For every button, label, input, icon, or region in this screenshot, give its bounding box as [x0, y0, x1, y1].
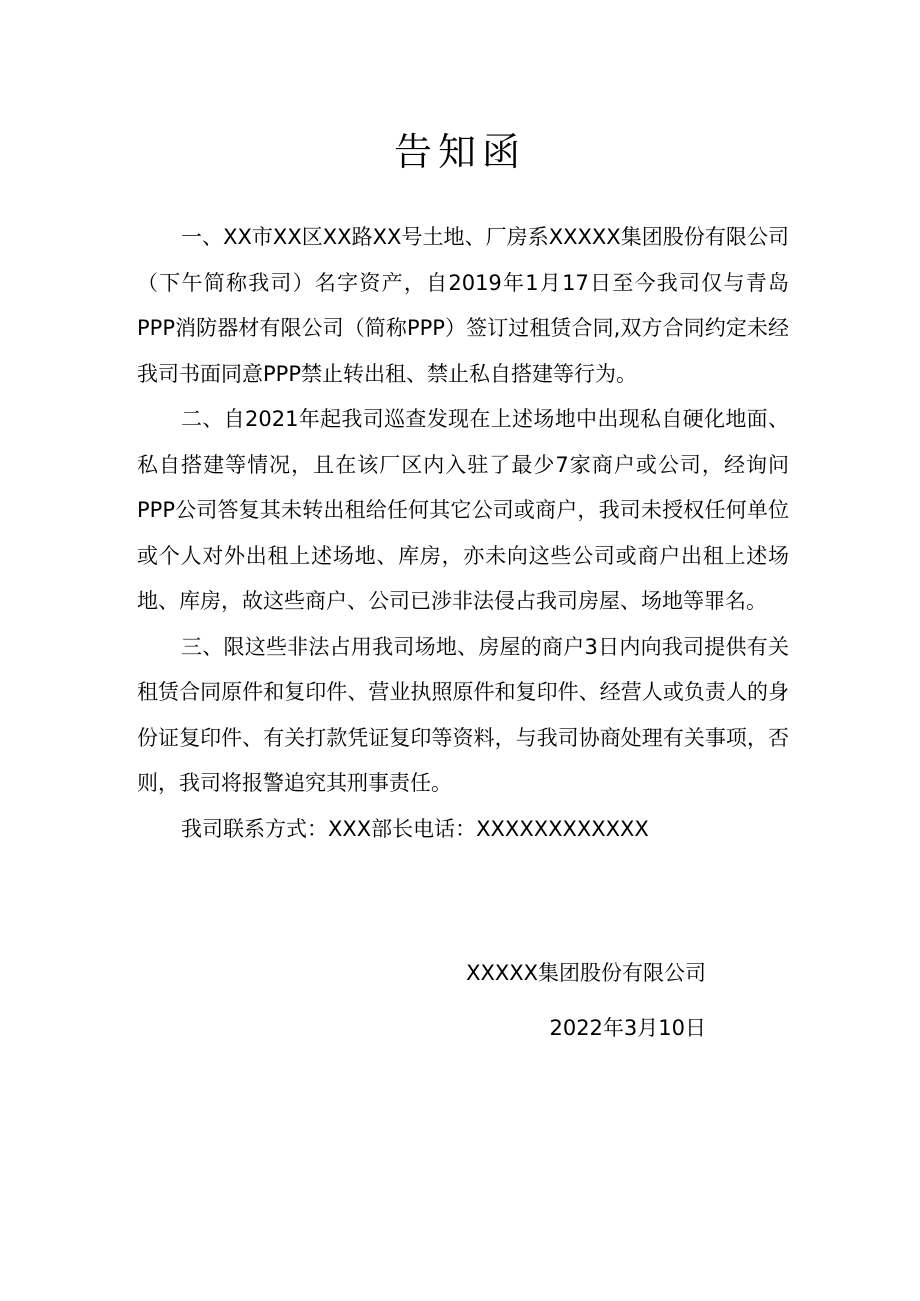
paragraph-3: 三、限这些非法占用我司场地、房屋的商户3日内向我司提供有关租赁合同原件和复印件、营业执照原件和复印件、经营人或负责人的身份证复印件、有关打款凭证复印等资料，与我司协商处理有关事项，否则，我司将报警追究其刑事责任。 — [137, 634, 789, 795]
contact-info: 我司联系方式：XXX部长电话：XXXXXXXXXXXX — [181, 816, 649, 841]
document-date: 2022年3月10日 — [549, 1016, 706, 1040]
document-body — [137, 215, 789, 852]
company-signature: XXXXX集团股份有限公司 — [466, 961, 706, 985]
paragraph-2: 二、自2021年起我司巡查发现在上述场地中出现私自硬化地面、私自搭建等情况，且在该厂区内入驻了最少7家商户或公司，经询问PPP公司答复其未转出租给任何其它公司或商户，我司未授权任何单位或个人对外出租上述场地、库房，亦未向这些公司或商户出租上述场地、库房，故这些商户、公司已涉非法侵占我司房屋、场地等罪名。 — [137, 407, 789, 613]
paragraph-1: 一、XX市XX区XX路XX号土地、厂房系XXXXX集团股份有限公司（下午简称我司）名字资产，自2019年1月17日至今我司仅与青岛PPP消防器材有限公司（简称PPP）签订过租赁合同,双方合同约定未经我司书面同意PPP禁止转出租、禁止私自搭建等行为。 — [137, 225, 789, 386]
document-title: 告知函 — [393, 130, 526, 174]
